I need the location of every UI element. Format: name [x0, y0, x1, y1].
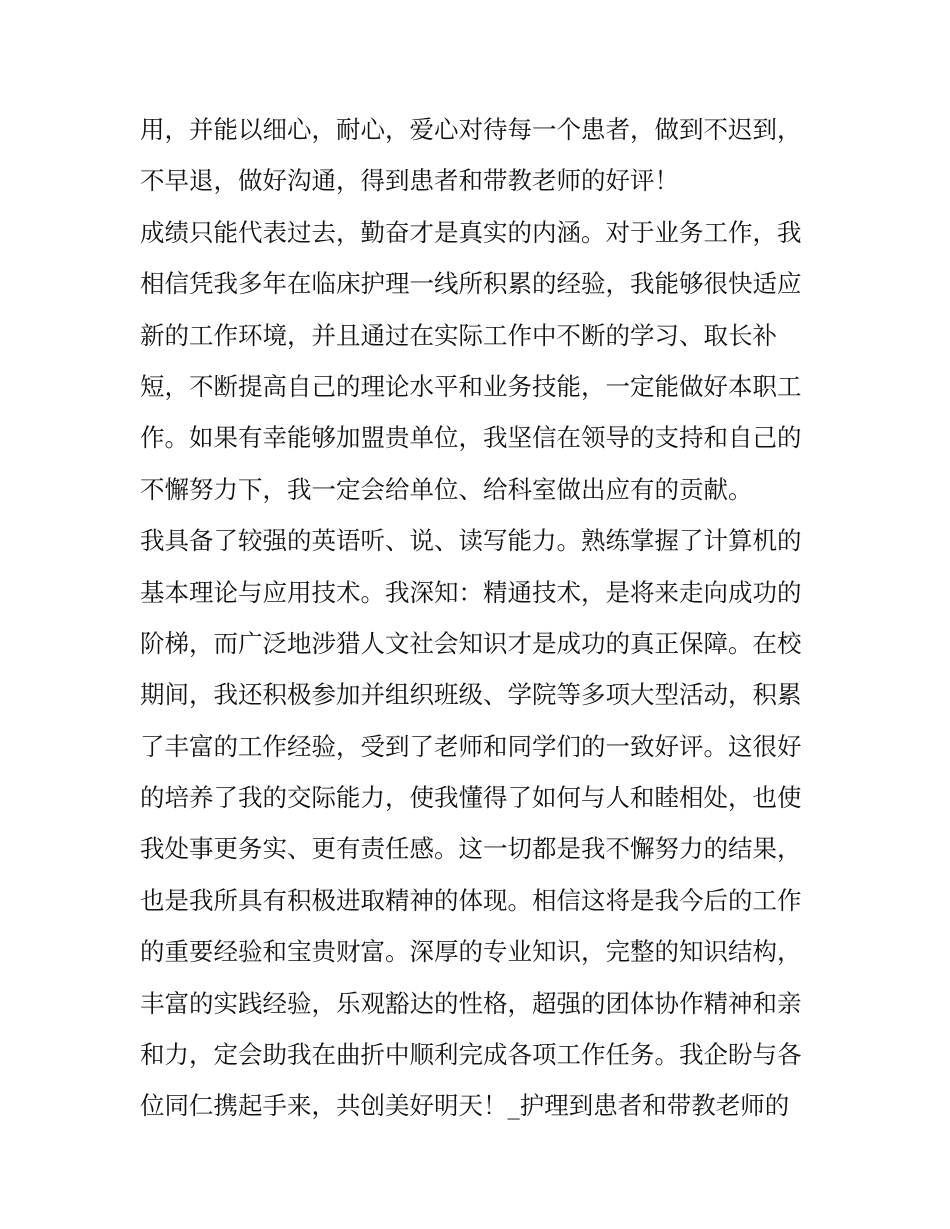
text-line: 不懈努力下，我一定会给单位、给科室做出应有的贡献。	[140, 474, 753, 504]
text-line: 短，不断提高自己的理论水平和业务技能，一定能做好本职工	[140, 371, 802, 401]
text-line: 成绩只能代表过去，勤奋才是真实的内涵。对于业务工作，我	[140, 217, 802, 247]
text-line: 的重要经验和宝贵财富。深厚的专业知识，完整的知识结构，	[140, 937, 802, 967]
body-text	[140, 104, 820, 1132]
text-line: 相信凭我多年在临床护理一线所积累的经验，我能够很快适应	[140, 269, 802, 299]
text-line: 我具备了较强的英语听、说、读写能力。熟练掌握了计算机的	[140, 526, 802, 556]
text-line: 新的工作环境，并且通过在实际工作中不断的学习、取长补	[140, 320, 777, 350]
text-line: 不早退，做好沟通，得到患者和带教老师的好评！	[140, 166, 679, 196]
text-line: 和力，定会助我在曲折中顺利完成各项工作任务。我企盼与各	[140, 1040, 802, 1070]
text-line: 丰富的实践经验，乐观豁达的性格，超强的团体协作精神和亲	[140, 988, 802, 1018]
text-line: 我处事更务实、更有责任感。这一切都是我不懈努力的结果，	[140, 834, 802, 864]
text-line: 了丰富的工作经验，受到了老师和同学们的一致好评。这很好	[140, 731, 802, 761]
text-line: 作。如果有幸能够加盟贵单位，我坚信在领导的支持和自己的	[140, 423, 802, 453]
text-line: 阶梯，而广泛地涉猎人文社会知识才是成功的真正保障。在校	[140, 628, 802, 658]
text-line: 基本理论与应用技术。我深知：精通技术，是将来走向成功的	[140, 577, 802, 607]
text-line: 的培养了我的交际能力，使我懂得了如何与人和睦相处，也使	[140, 783, 802, 813]
text-line: 位同仁携起手来，共创美好明天！_护理到患者和带教老师的	[140, 1091, 790, 1121]
text-line: 用，并能以细心，耐心，爱心对待每一个患者，做到不迟到，	[140, 115, 802, 144]
text-line: 也是我所具有积极进取精神的体现。相信这将是我今后的工作	[140, 885, 802, 915]
text-line: 期间，我还积极参加并组织班级、学院等多项大型活动，积累	[140, 680, 802, 710]
